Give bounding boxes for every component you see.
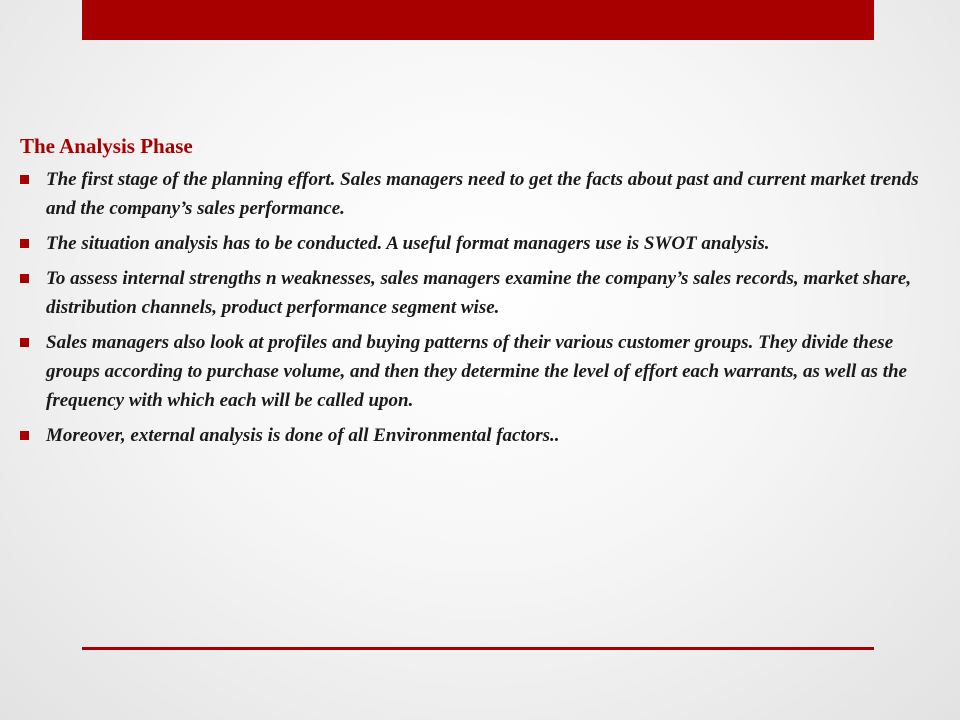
bullet-item [20,229,932,258]
bullet-item [20,264,932,322]
bullet-item [20,421,932,450]
bullet-item [20,165,932,223]
bullet-text: Moreover, external analysis is done of all Environmental factors.. [46,425,560,446]
square-bullet-icon [20,274,29,283]
bullet-text: The first stage of the planning effort. Sales managers need to get the facts about past and current market trends and the company’s sales performance. [46,169,919,219]
square-bullet-icon [20,239,29,248]
square-bullet-icon [20,338,29,347]
slide-content [20,133,932,456]
bullet-item [20,328,932,415]
bullet-text: To assess internal strengths n weaknesses, sales managers examine the company’s sales records, market share, distribution channels, product performance segment wise. [46,268,912,318]
bullet-text: The situation analysis has to be conducted. A useful format managers use is SWOT analysis. [46,233,770,254]
bullet-list [20,165,932,450]
square-bullet-icon [20,175,29,184]
bullet-text: Sales managers also look at profiles and buying patterns of their various customer groups. They divide these groups according to purchase volume, and then they determine the level of effort each warrants, as well as the frequency with which each will be called upon. [46,332,907,411]
footer-accent-rule [82,647,874,650]
header-accent-bar [82,0,874,40]
slide-title: The Analysis Phase [20,134,193,158]
square-bullet-icon [20,431,29,440]
